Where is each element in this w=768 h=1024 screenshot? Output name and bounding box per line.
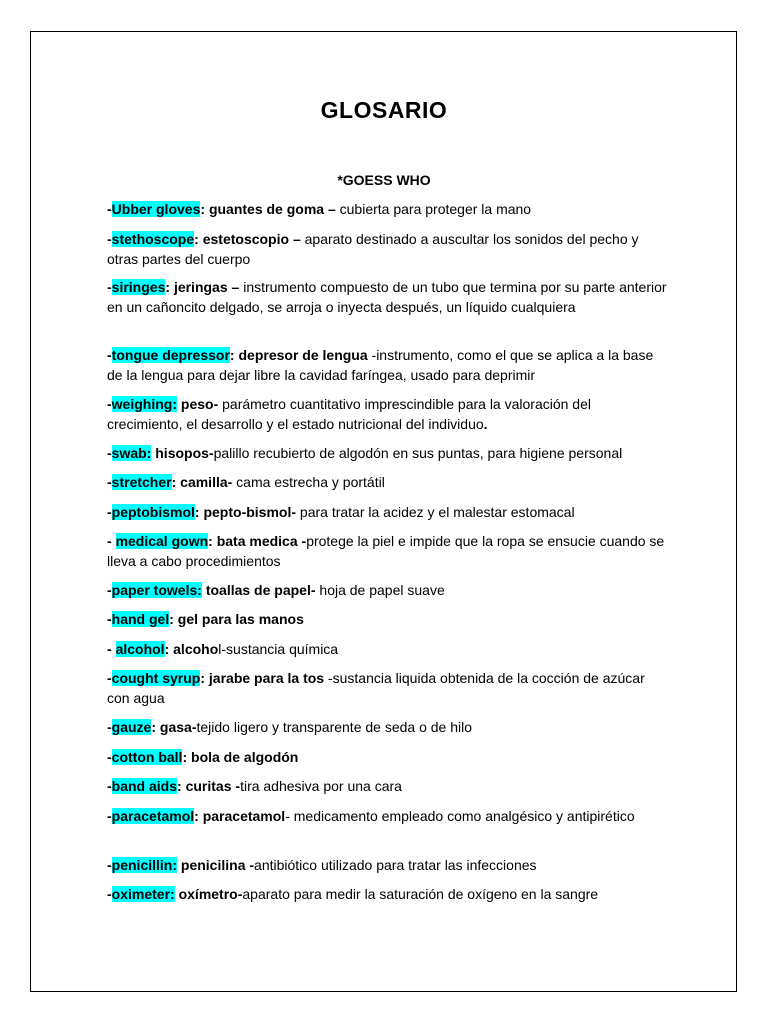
glossary-entry	[107, 807, 667, 827]
glossary-entry	[107, 856, 667, 876]
entry-prefix: -	[107, 670, 112, 686]
glossary-entry	[107, 610, 667, 630]
entry-translation: paracetamol	[202, 808, 286, 824]
entry-translation: toallas de papel-	[205, 582, 316, 598]
entry-term: swab:	[111, 445, 152, 461]
entry-translation: peso-	[180, 396, 219, 412]
entry-term: cotton ball	[111, 749, 183, 765]
entry-separator: :	[169, 611, 178, 627]
entry-separator: :	[164, 641, 174, 657]
entry-translation: oxímetro-	[178, 886, 243, 902]
glossary-entry	[107, 200, 667, 220]
entry-prefix: -	[107, 886, 112, 902]
entry-definition: cama estrecha y portátil	[232, 474, 385, 490]
entry-term: paracetamol	[111, 808, 195, 824]
entry-translation: bata medica -	[216, 533, 307, 549]
glossary-entry	[107, 532, 667, 571]
glossary-entry	[107, 718, 667, 738]
entry-definition: aparato para medir la saturación de oxígeno en la sangre	[242, 886, 599, 902]
entry-prefix: -	[107, 347, 112, 363]
entry-prefix: -	[107, 641, 116, 657]
entry-definition: l-sustancia química	[218, 641, 339, 657]
entry-term: siringes	[111, 279, 166, 295]
entry-prefix: -	[107, 719, 112, 735]
entry-separator: :	[177, 778, 186, 794]
entry-prefix: -	[107, 396, 112, 412]
glossary-entry	[107, 669, 667, 708]
entry-separator: :	[151, 719, 160, 735]
entry-term: tongue depressor	[111, 347, 230, 363]
entry-translation: estetoscopio –	[202, 231, 301, 247]
entry-separator: :	[208, 533, 217, 549]
entry-term: gauze	[111, 719, 152, 735]
entry-term: paper towels:	[111, 582, 202, 598]
entry-prefix: -	[107, 582, 112, 598]
entry-term: Ubber gloves	[111, 201, 201, 217]
entry-definition: palillo recubierto de algodón en sus puntas, para higiene personal	[213, 445, 623, 461]
entry-prefix: -	[107, 857, 112, 873]
page-subtitle: *GOESS WHO	[337, 172, 431, 188]
glossary-entry	[107, 346, 667, 385]
entry-prefix: -	[107, 231, 112, 247]
entry-prefix: -	[107, 474, 112, 490]
entry-translation: jarabe para la tos	[208, 670, 325, 686]
entry-separator: :	[171, 474, 181, 490]
entry-translation: hisopos-	[155, 445, 214, 461]
entry-prefix: -	[107, 445, 112, 461]
entry-term: stethoscope	[111, 231, 195, 247]
entry-definition: protege la piel e impide que la ropa se ensucie cuando se lleva a cabo procedimientos	[107, 533, 665, 569]
entry-prefix: -	[107, 504, 112, 520]
page-title: GLOSARIO	[320, 97, 448, 123]
entry-definition: tira adhesiva por una cara	[240, 778, 402, 794]
entry-prefix: -	[107, 749, 112, 765]
entry-definition: instrumento compuesto de un tubo que termina por su parte anterior en un cañoncito delgado, se arroja o inyecta después, un líquido cualquiera	[107, 279, 667, 315]
entry-translation: depresor de lengua	[238, 347, 368, 363]
entry-term: hand gel	[111, 611, 170, 627]
entry-tail: .	[483, 415, 488, 432]
entry-separator: :	[194, 504, 204, 520]
entry-translation: alcoho	[173, 641, 219, 657]
entry-prefix: -	[107, 279, 112, 295]
entry-definition: hoja de papel suave	[315, 582, 445, 598]
entry-definition: para tratar la acidez y el malestar estomacal	[296, 504, 575, 520]
entry-translation: curitas -	[185, 778, 241, 794]
entry-separator: :	[200, 201, 209, 217]
entry-prefix: -	[107, 778, 112, 794]
entry-separator: :	[229, 347, 239, 363]
glossary-entry	[107, 777, 667, 797]
glossary-entry	[107, 395, 667, 434]
entry-prefix: -	[107, 201, 112, 217]
entry-definition: aparato destinado a auscultar los sonidos del pecho y otras partes del cuerpo	[107, 231, 639, 267]
glossary-entry	[107, 581, 667, 601]
entry-translation: gasa-	[159, 719, 197, 735]
entry-prefix: -	[107, 533, 116, 549]
entry-term: peptobismol	[111, 504, 195, 520]
entry-translation: camilla-	[180, 474, 233, 490]
glossary-entry	[107, 503, 667, 523]
glossary-entry	[107, 444, 667, 464]
entry-term: alcohol	[115, 641, 165, 657]
entry-term: band aids	[111, 778, 178, 794]
entry-translation: jeringas –	[173, 279, 240, 295]
entry-definition: antibiótico utilizado para tratar las infecciones	[254, 857, 537, 873]
entry-separator: :	[182, 749, 192, 765]
glossary-entry	[107, 473, 667, 493]
glossary-entry	[107, 230, 667, 269]
entry-definition: parámetro cuantitativo imprescindible para la valoración del crecimiento, el desarrollo y el estado nutricional del individuo	[107, 396, 591, 432]
entry-separator: :	[194, 808, 203, 824]
entry-translation: penicilina -	[180, 857, 255, 873]
glossary-entry	[107, 885, 667, 905]
entry-translation: gel para las manos	[177, 611, 304, 627]
entry-definition: -instrumento, como el que se aplica a la base de la lengua para dejar libre la cavidad faríngea, usado para deprimir	[107, 347, 654, 383]
entry-definition: -sustancia liquida obtenida de la cocción de azúcar con agua	[107, 670, 645, 706]
entry-separator: :	[194, 231, 203, 247]
entry-term: stretcher	[111, 474, 172, 490]
entry-separator: :	[165, 279, 174, 295]
entry-term: weighing:	[111, 396, 177, 412]
entry-translation: bola de algodón	[191, 749, 299, 765]
entry-separator: :	[200, 670, 209, 686]
entry-definition: tejido ligero y transparente de seda o de hilo	[196, 719, 473, 735]
entry-term: medical gown	[115, 533, 209, 549]
entry-definition: cubierta para proteger la mano	[335, 201, 532, 217]
entry-term: cought syrup	[111, 670, 201, 686]
glossary-entry	[107, 748, 667, 768]
entry-translation: guantes de goma –	[208, 201, 336, 217]
entry-term: penicillin:	[111, 857, 178, 873]
entry-prefix: -	[107, 611, 112, 627]
entry-translation: pepto-bismol-	[203, 504, 297, 520]
glossary-entry	[107, 278, 667, 317]
entry-prefix: -	[107, 808, 112, 824]
entry-term: oximeter:	[111, 886, 175, 902]
entry-definition: - medicamento empleado como analgésico y antipirético	[285, 808, 635, 824]
glossary-entry	[107, 640, 667, 660]
